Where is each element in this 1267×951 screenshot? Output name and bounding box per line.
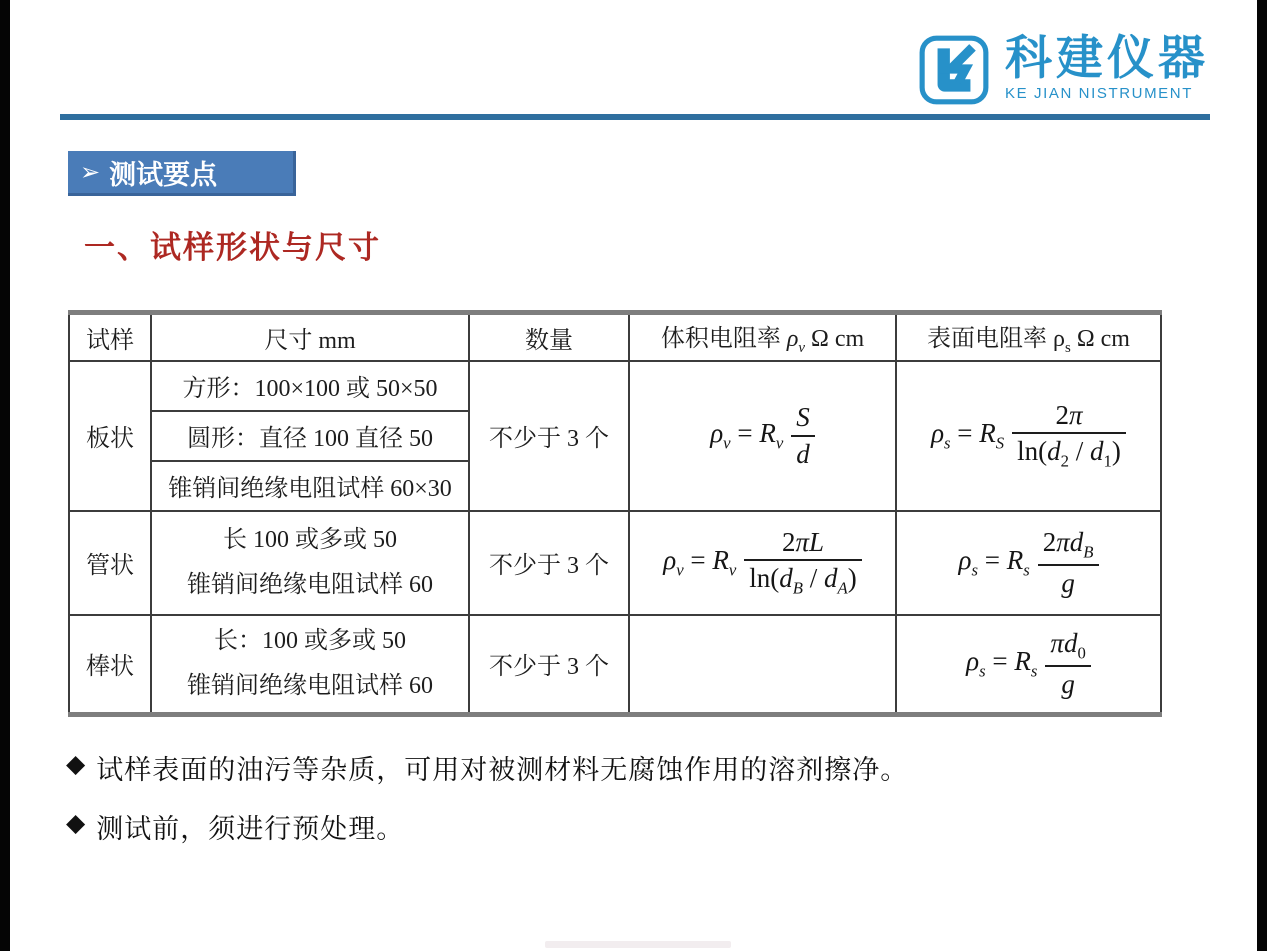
cell-plate-name: 板状 xyxy=(69,361,151,511)
section-heading: 一、试样形状与尺寸 xyxy=(84,230,381,265)
cell-plate-size-square: 方形：100×100 或 50×50 xyxy=(151,361,469,411)
note-item xyxy=(66,748,908,787)
ls-monogram-icon xyxy=(917,33,991,107)
diamond-bullet-icon: ◆ xyxy=(66,750,87,778)
table-row xyxy=(69,615,1161,715)
brand-name-en: KE JIAN NISTRUMENT xyxy=(1005,85,1193,103)
header-surface-resistivity: 表面电阻率 $\rho_s$ Ω cm xyxy=(896,313,1161,361)
spec-table xyxy=(68,310,1162,717)
cell-plate-surface-formula xyxy=(896,361,1161,511)
cell-plate-volume-formula xyxy=(629,361,896,511)
note-text: 测试前，须进行预处理。 xyxy=(96,814,405,844)
section-title-label: 测试要点 xyxy=(109,159,218,190)
right-border-bar xyxy=(1257,0,1267,951)
logo-text xyxy=(1005,33,1209,102)
arrow-bullet-icon: ➢ xyxy=(80,158,101,186)
cell-tube-name: 管状 xyxy=(69,511,151,615)
header-divider-rule xyxy=(60,114,1210,120)
brand-name-cn: 科建仪器 xyxy=(1005,31,1209,84)
footer-smudge xyxy=(545,941,731,948)
cell-plate-size-round: 圆形：直径 100 直径 50 xyxy=(151,411,469,461)
cell-tube-volume-formula xyxy=(629,511,896,615)
cell-tube-surface-formula xyxy=(896,511,1161,615)
note-item xyxy=(66,807,908,846)
notes-list xyxy=(66,748,908,866)
table-row xyxy=(69,511,1161,615)
cell-tube-size: 长 100 或多或 50 锥销间绝缘电阻试样 60 xyxy=(151,511,469,615)
cell-rod-surface-formula xyxy=(896,615,1161,715)
cell-plate-size-taper: 锥销间绝缘电阻试样 60×30 xyxy=(151,461,469,511)
formula-plate-surface: $\rho_s = R_S$ $\frac{2\pi}{\ln(d_2 / d_1)}$ xyxy=(931,401,1126,470)
cell-rod-size: 长：100 或多或 50 锥销间绝缘电阻试样 60 xyxy=(151,615,469,715)
cell-rod-name: 棒状 xyxy=(69,615,151,715)
note-text: 试样表面的油污等杂质，可用对被测材料无腐蚀作用的溶剂擦净。 xyxy=(96,755,909,785)
left-border-bar xyxy=(0,0,10,951)
cell-tube-qty: 不少于 3 个 xyxy=(469,511,629,615)
cell-plate-qty: 不少于 3 个 xyxy=(469,361,629,511)
section-title-chip xyxy=(68,151,296,196)
cell-rod-volume-empty xyxy=(629,615,896,715)
diamond-bullet-icon: ◆ xyxy=(66,809,87,837)
table-row xyxy=(69,361,1161,411)
company-logo xyxy=(917,33,1209,107)
formula-rod-surface: $\rho_s = R_s$ $\frac{\pi d_0}{g}$ xyxy=(966,629,1091,698)
formula-plate-volume: $\rho_v = R_v$ $\frac{S}{d}$ xyxy=(710,403,815,468)
header-sample: 试样 xyxy=(69,313,151,361)
table-header-row xyxy=(69,313,1161,361)
header-volume-resistivity: 体积电阻率 $\rho_v$ Ω cm xyxy=(629,313,896,361)
formula-tube-volume: $\rho_v = R_v$ $\frac{2\pi L}{\ln(d_B / d_A)}$ xyxy=(663,528,862,597)
cell-rod-qty: 不少于 3 个 xyxy=(469,615,629,715)
header-size: 尺寸 mm xyxy=(151,313,469,361)
formula-tube-surface: $\rho_s = R_s$ $\frac{2\pi d_B}{g}$ xyxy=(959,528,1099,597)
header-qty: 数量 xyxy=(469,313,629,361)
